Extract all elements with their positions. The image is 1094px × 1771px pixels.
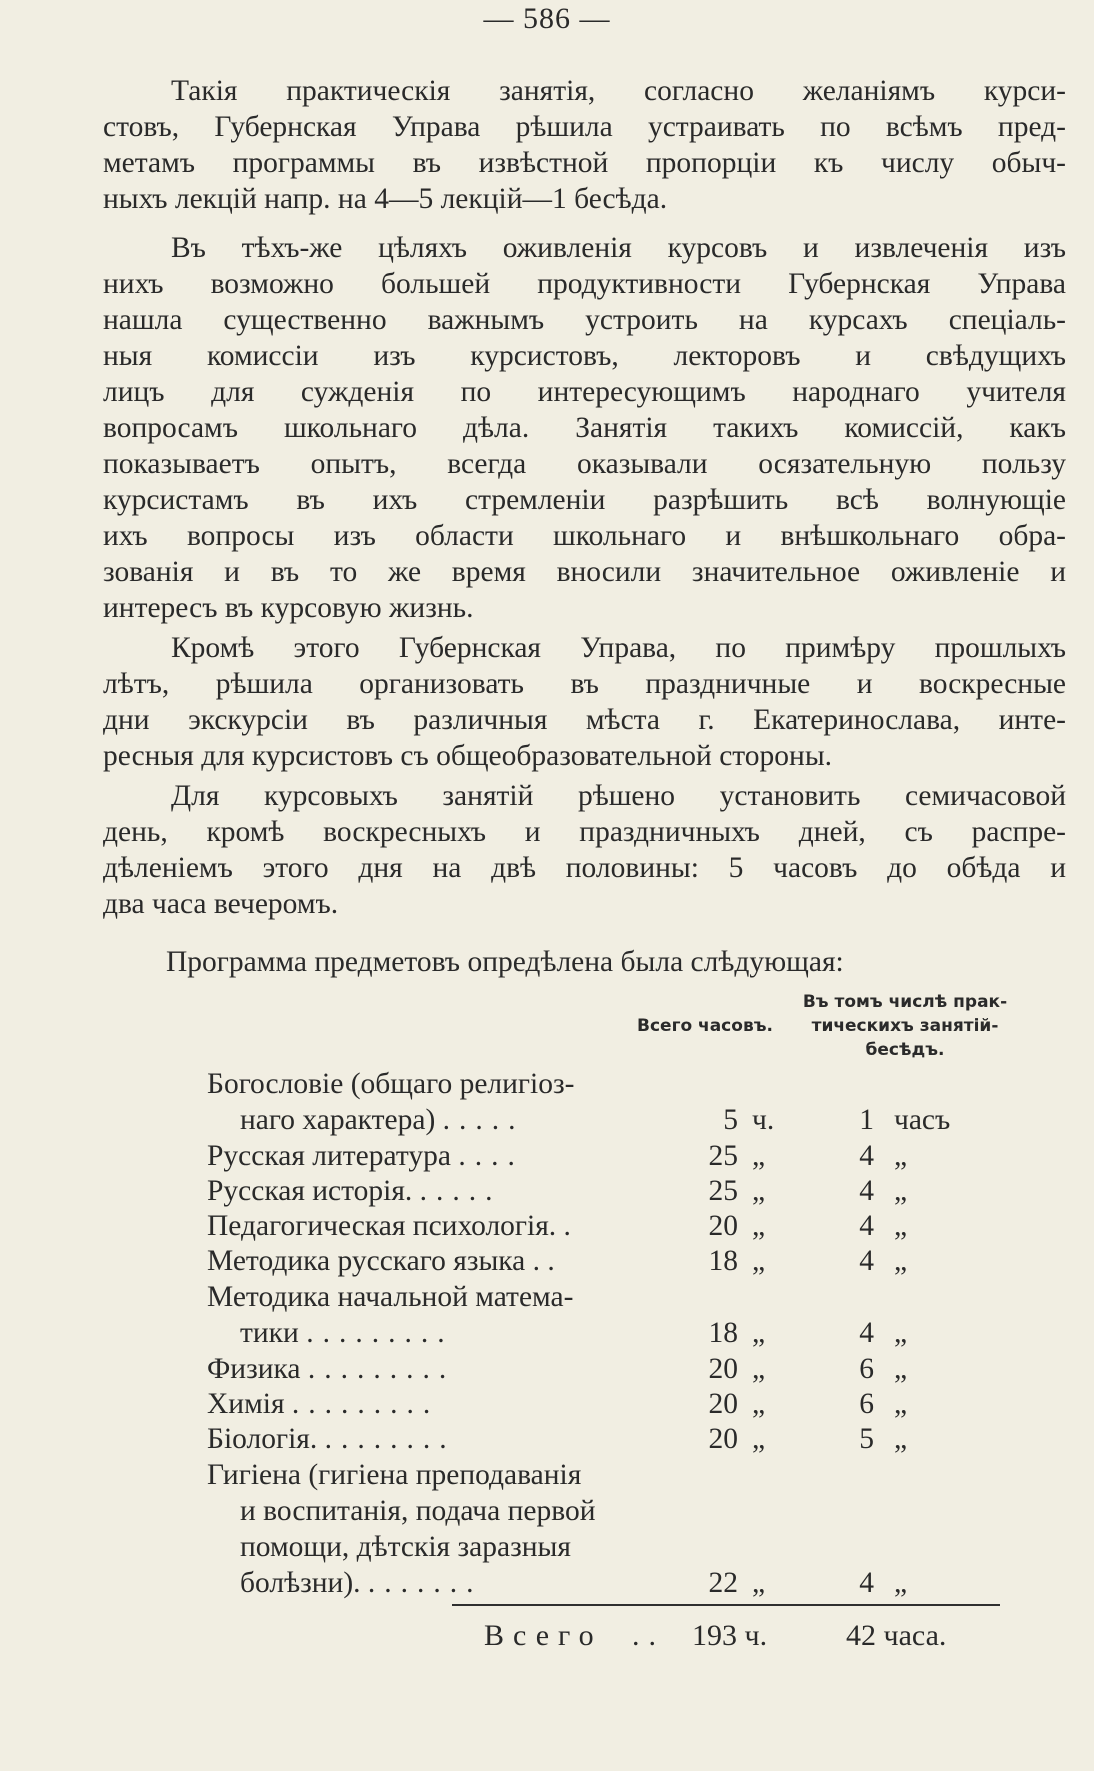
- subject-name: Русская исторія. .....: [207, 1175, 502, 1207]
- text-line: ресныя для курсистовъ съ общеобразовательной стороны.: [103, 740, 833, 772]
- practical-hours: 4: [859, 1317, 874, 1349]
- total-divider: [452, 1604, 1000, 1606]
- table-row: [0, 1281, 1094, 1317]
- subject-name: Гигіена (гигіена преподаванія: [207, 1459, 582, 1491]
- table-row: [0, 1068, 1094, 1104]
- header-practical-line: бесѣдъ.: [865, 1040, 945, 1060]
- practical-unit: „: [894, 1567, 908, 1599]
- total-hours: 25: [708, 1175, 738, 1207]
- total-unit: „: [752, 1140, 766, 1172]
- practical-hours: 6: [859, 1353, 874, 1385]
- text-line: Для курсовыхъ занятій рѣшено установить семичасовой: [171, 780, 1066, 812]
- subject-name-cont: тики .........: [240, 1317, 454, 1349]
- subject-name-cont: наго характера) .....: [240, 1104, 525, 1136]
- subject-name: Педагогическая психологія. .: [207, 1210, 580, 1242]
- total-unit: „: [752, 1423, 766, 1455]
- program-title: Программа предметовъ опредѣлена была слѣдующая:: [166, 946, 844, 978]
- subject-name: Химія .........: [207, 1388, 440, 1420]
- total-hours: 5: [723, 1104, 738, 1136]
- total-unit: „: [752, 1245, 766, 1277]
- text-line: ныхъ лекцій напр. на 4—5 лекцій—1 бесѣда.: [103, 183, 668, 215]
- practical-hours: 6: [859, 1388, 874, 1420]
- text-line: зованія и въ то же время вносили значительное оживленіе и: [103, 556, 1066, 588]
- text-line: Въ тѣхъ-же цѣляхъ оживленія курсовъ и извлеченія изъ: [171, 232, 1066, 264]
- practical-unit: „: [894, 1140, 908, 1172]
- table-row: [0, 1175, 1094, 1211]
- practical-hours: 4: [859, 1567, 874, 1599]
- total-unit: „: [752, 1353, 766, 1385]
- text-line: стовъ, Губернская Управа рѣшила устраивать по всѣмъ пред-: [103, 111, 1066, 143]
- total-row: [0, 1619, 1094, 1659]
- practical-unit: часъ: [894, 1104, 951, 1136]
- subject-name-cont: помощи, дѣтскія заразныя: [240, 1531, 571, 1563]
- practical-hours: 4: [859, 1245, 874, 1277]
- total-hours: 18: [708, 1245, 738, 1277]
- practical-hours: 4: [859, 1140, 874, 1172]
- total-hours: 18: [708, 1317, 738, 1349]
- total-hours: 20: [708, 1423, 738, 1455]
- text-line: день, кромѣ воскресныхъ и праздничныхъ дней, съ распре-: [103, 816, 1066, 848]
- practical-unit: „: [894, 1210, 908, 1242]
- table-row: [0, 1317, 1094, 1353]
- table-row: [0, 1245, 1094, 1281]
- text-line: вопросамъ школьнаго дѣла. Занятія такихъ комиссій, какъ: [103, 412, 1066, 444]
- text-line: Кромѣ этого Губернская Управа, по примѣру прошлыхъ: [171, 632, 1066, 664]
- text-line: лѣтъ, рѣшила организовать въ праздничные и воскресные: [103, 668, 1066, 700]
- total-hours-sum: 193 ч.: [692, 1619, 768, 1652]
- subject-name-cont: болѣзни). .......: [240, 1567, 483, 1599]
- text-line: курсистамъ въ ихъ стремленіи разрѣшить всѣ волнующіе: [103, 484, 1066, 516]
- page-number: — 586 —: [483, 2, 611, 35]
- subject-name: Біологія. ........: [207, 1423, 456, 1455]
- table-row: [0, 1495, 1094, 1531]
- practical-unit: „: [894, 1423, 908, 1455]
- total-hours: 22: [708, 1567, 738, 1599]
- text-line: метамъ программы въ извѣстной пропорціи къ числу обыч-: [103, 147, 1066, 179]
- header-practical-line: тическихъ занятій-: [811, 1016, 999, 1036]
- table-row: [0, 1353, 1094, 1389]
- subject-name-cont: и воспитанія, подача первой: [240, 1495, 596, 1527]
- text-line: интересъ въ курсовую жизнь.: [103, 592, 474, 624]
- table-row: [0, 1210, 1094, 1246]
- text-line: ихъ вопросы изъ области школьнаго и внѣшкольнаго обра-: [103, 520, 1066, 552]
- text-line: два часа вечеромъ.: [103, 888, 339, 920]
- text-line: лицъ для сужденія по интересующимъ народнаго учителя: [103, 376, 1066, 408]
- total-unit: „: [752, 1567, 766, 1599]
- table-row: [0, 1423, 1094, 1459]
- total-unit: „: [752, 1175, 766, 1207]
- practical-unit: „: [894, 1388, 908, 1420]
- subject-name: Богословіе (общаго религіоз-: [207, 1068, 575, 1100]
- total-hours: 20: [708, 1210, 738, 1242]
- practical-unit: „: [894, 1353, 908, 1385]
- text-line: Такія практическія занятія, согласно желаніямъ курси-: [171, 75, 1066, 107]
- practical-unit: „: [894, 1175, 908, 1207]
- practical-hours: 4: [859, 1210, 874, 1242]
- text-line: ныя комиссіи изъ курсистовъ, лекторовъ и свѣдущихъ: [103, 340, 1066, 372]
- text-line: нихъ возможно большей продуктивности Губернская Управа: [103, 268, 1066, 300]
- table-row: [0, 1567, 1094, 1603]
- total-unit: ч.: [752, 1104, 775, 1136]
- subject-name: Русская литература ....: [207, 1140, 524, 1172]
- text-line: дѣленіемъ этого дня на двѣ половины: 5 часовъ до обѣда и: [103, 852, 1066, 884]
- table-row: [0, 1140, 1094, 1176]
- table-row: [0, 1388, 1094, 1424]
- practical-hours: 4: [859, 1175, 874, 1207]
- subject-name: Методика русскаго языка . .: [207, 1245, 564, 1277]
- header-practical-line: Въ томъ числѣ прак-: [802, 992, 1008, 1012]
- subject-name: Методика начальной матема-: [207, 1281, 574, 1313]
- total-practical-sum: 42 часа.: [846, 1619, 947, 1652]
- subject-name: Физика .........: [207, 1353, 456, 1385]
- total-unit: „: [752, 1317, 766, 1349]
- total-hours: 20: [708, 1353, 738, 1385]
- practical-unit: „: [894, 1245, 908, 1277]
- table-row: [0, 1531, 1094, 1567]
- total-leader: ..: [632, 1619, 665, 1652]
- practical-hours: 5: [859, 1423, 874, 1455]
- text-line: показываетъ опытъ, всегда оказывали осязательную пользу: [103, 448, 1066, 480]
- practical-hours: 1: [859, 1104, 874, 1136]
- table-row: [0, 1459, 1094, 1495]
- header-practical: [790, 990, 1020, 1062]
- table-row: [0, 1104, 1094, 1140]
- text-line: нашла существенно важнымъ устроить на курсахъ спеціаль-: [103, 304, 1066, 336]
- header-total-hours: Всего часовъ.: [637, 1016, 773, 1036]
- total-hours: 20: [708, 1388, 738, 1420]
- total-label: Всего: [484, 1619, 603, 1652]
- text-line: дни экскурсіи въ различныя мѣста г. Екатеринослава, инте-: [103, 704, 1066, 736]
- total-unit: „: [752, 1388, 766, 1420]
- practical-unit: „: [894, 1317, 908, 1349]
- total-hours: 25: [708, 1140, 738, 1172]
- total-unit: „: [752, 1210, 766, 1242]
